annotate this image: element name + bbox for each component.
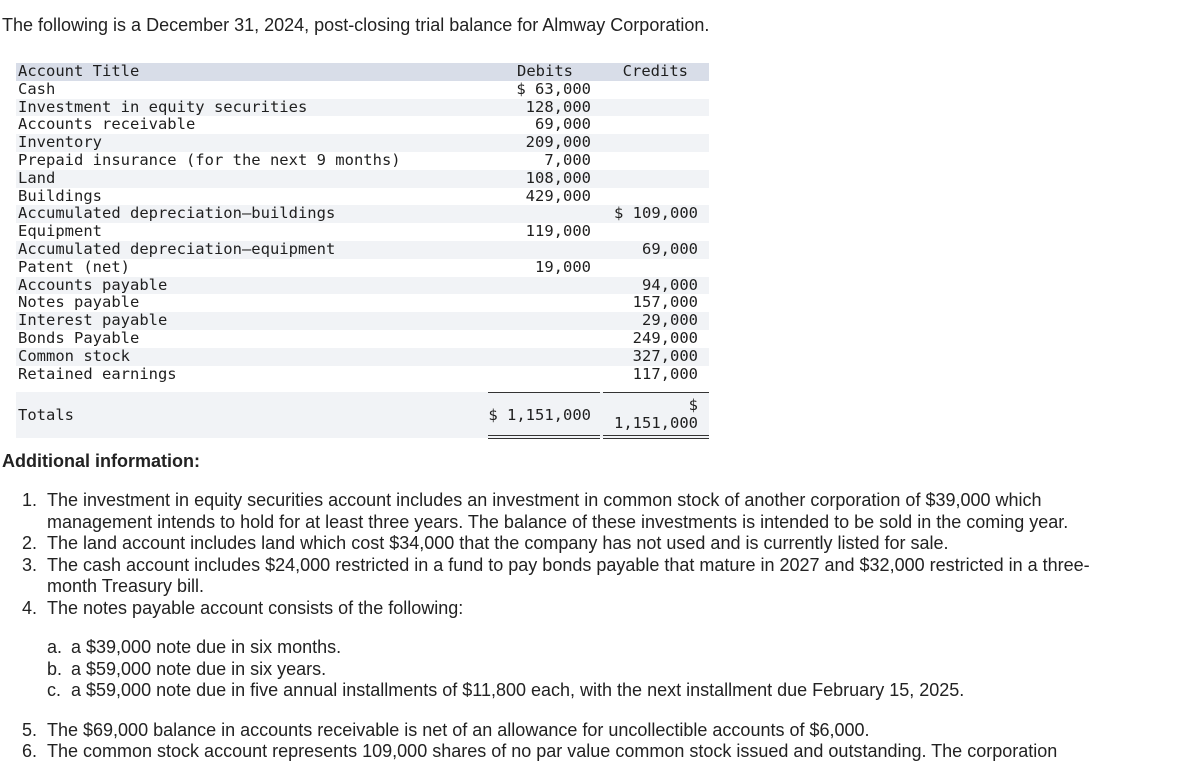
numbered-items	[0, 490, 1200, 619]
totals-debit: $ 1,151,000	[488, 406, 591, 425]
totals-credit-amount: 1,151,000	[614, 414, 698, 433]
debit-amount: 429,000	[525, 186, 591, 205]
account-title: Accumulated depreciation–buildings	[18, 204, 336, 223]
account-title: Buildings	[18, 186, 102, 205]
item-number: 3.	[22, 554, 38, 575]
account-title: Notes payable	[18, 293, 140, 312]
item-text: The common stock account represents 109,000 shares of no par value common stock issued and outstanding. The corporation	[47, 741, 1058, 761]
debit-amount: 128,000	[525, 97, 591, 116]
intro-text: The following is a December 31, 2024, post-closing trial balance for Almway Corporation.	[2, 15, 710, 35]
account-title: Prepaid insurance (for the next 9 months)	[18, 150, 401, 169]
item-number: 2.	[22, 533, 38, 553]
item-number: 5.	[22, 719, 38, 740]
totals-row	[16, 392, 709, 438]
debit-amount: 108,000	[525, 168, 591, 187]
account-title: Interest payable	[18, 311, 168, 330]
table-row	[16, 366, 709, 384]
note-subitem	[0, 637, 1200, 659]
item-text: The notes payable account consists of the following:	[47, 597, 464, 618]
header-debits: Debits	[517, 62, 573, 80]
table-row	[16, 116, 709, 134]
credit-amount: 29,000	[642, 311, 698, 330]
table-row	[16, 170, 709, 188]
numbered-item	[0, 598, 1127, 620]
table-header-row	[16, 63, 709, 81]
debit-amount: 7,000	[544, 150, 591, 169]
credit-amount: 249,000	[632, 328, 698, 347]
table-row	[16, 259, 709, 277]
debit-amount: 19,000	[535, 257, 591, 276]
trial-balance-table	[16, 63, 709, 438]
item-text: The cash account includes $24,000 restricted in a fund to pay bonds payable that mature in 2027 and $32,000 restricted in a three-month Treasury bill.	[47, 554, 1090, 596]
credit-amount: $ 109,000	[614, 204, 698, 223]
subitem-letter: b.	[47, 658, 63, 679]
item-number: 1.	[22, 490, 38, 510]
account-title: Land	[18, 168, 56, 187]
credit-amount: 94,000	[642, 275, 698, 294]
header-credits: Credits	[622, 62, 688, 80]
credit-amount: 327,000	[632, 346, 698, 365]
subitem-text: a $59,000 note due in six years.	[71, 658, 327, 679]
account-title: Retained earnings	[18, 364, 177, 383]
table-row	[16, 188, 709, 206]
account-title: Inventory	[18, 133, 102, 152]
account-title: Patent (net)	[18, 257, 130, 276]
numbered-item	[0, 720, 1127, 742]
account-title: Equipment	[18, 222, 102, 241]
subitem-letter: a.	[47, 637, 63, 657]
item-number: 4.	[22, 597, 38, 618]
table-row	[16, 294, 709, 312]
subitem-text: a $59,000 note due in five annual installments of $11,800 each, with the next installment due February 15, 2025.	[71, 680, 965, 700]
account-title: Investment in equity securities	[18, 97, 308, 116]
table-row	[16, 81, 709, 99]
totals-label: Totals	[18, 406, 74, 425]
table-row	[16, 152, 709, 170]
note-subitem	[0, 680, 1200, 702]
account-title: Common stock	[18, 346, 130, 365]
totals-credit	[614, 397, 698, 433]
account-title: Accounts payable	[18, 275, 168, 294]
table-row	[16, 205, 709, 223]
note-subitem	[0, 659, 1200, 681]
account-title: Bonds Payable	[18, 328, 140, 347]
totals-debit-double-rule	[488, 435, 600, 439]
table-row	[16, 223, 709, 241]
credit-amount: 157,000	[632, 293, 698, 312]
debit-amount: 119,000	[525, 222, 591, 241]
debit-amount: 69,000	[535, 115, 591, 134]
account-title: Cash	[18, 79, 56, 98]
additional-info-heading: Additional information:	[2, 451, 200, 471]
table-row	[16, 330, 709, 348]
numbered-item	[0, 555, 1127, 598]
item-text: The investment in equity securities account includes an investment in common stock of another corporation of $39,000 which management intends to hold for at least three years. The balance of these investments is intended to be sold in the coming year.	[47, 490, 1069, 532]
table-row	[16, 348, 709, 366]
item-number: 6.	[22, 741, 38, 761]
totals-credit-rule	[603, 392, 709, 393]
debit-amount: 209,000	[525, 133, 591, 152]
totals-credit-symbol: $	[688, 396, 698, 415]
numbered-items-continued	[0, 720, 1200, 763]
additional-info-list	[0, 490, 1200, 763]
item-text: The $69,000 balance in accounts receivable is net of an allowance for uncollectible accounts of $6,000.	[47, 719, 870, 740]
header-account-title: Account Title	[18, 62, 140, 80]
totals-debit-rule	[488, 392, 600, 393]
credit-amount: 117,000	[632, 364, 698, 383]
totals-credit-double-rule	[603, 435, 709, 439]
debit-amount: $ 63,000	[516, 79, 591, 98]
credit-amount: 69,000	[642, 239, 698, 258]
note-subitems	[0, 637, 1200, 702]
table-body	[16, 81, 709, 384]
table-row	[16, 277, 709, 295]
numbered-item	[0, 490, 1127, 533]
table-row	[16, 134, 709, 152]
table-row	[16, 99, 709, 117]
table-row	[16, 312, 709, 330]
subitem-letter: c.	[47, 680, 62, 700]
account-title: Accounts receivable	[18, 115, 196, 134]
account-title: Accumulated depreciation–equipment	[18, 239, 336, 258]
item-text: The land account includes land which cost $34,000 that the company has not used and is currently listed for sale.	[47, 533, 949, 553]
subitem-text: a $39,000 note due in six months.	[71, 637, 342, 657]
table-row	[16, 241, 709, 259]
numbered-item	[0, 533, 1127, 555]
numbered-item	[0, 741, 1127, 763]
